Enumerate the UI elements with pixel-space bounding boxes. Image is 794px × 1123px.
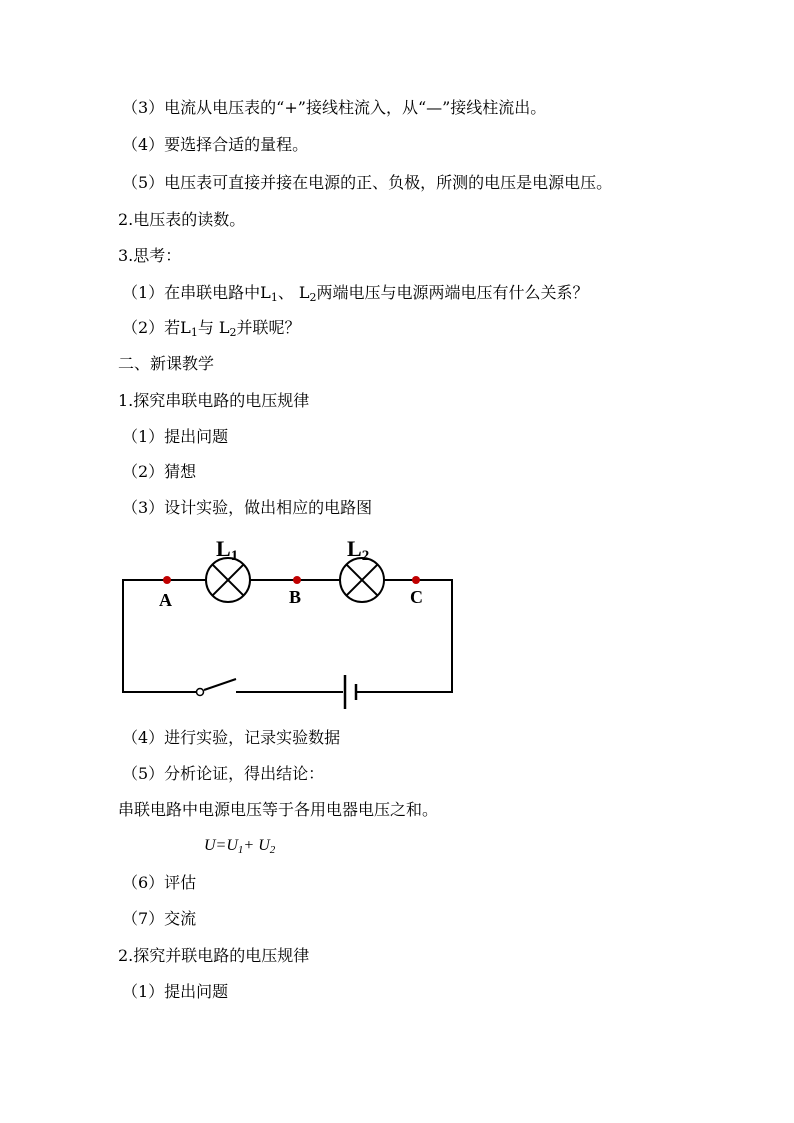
text-line: （3）电流从电压表的“+”接线柱流入，从“—”接线柱流出。 [122,98,547,117]
text-line: （1）提出问题 [122,982,229,1001]
subscript: 2 [229,326,237,339]
subscript: 1 [270,291,278,304]
switch-contact [197,689,204,696]
text-line: 2.探究并联电路的电压规律 [118,946,310,965]
text-fragment: 、 L [277,283,310,302]
formula-part: + U [243,837,270,854]
lamp-2 [340,558,384,602]
point-c-label: C [410,587,423,607]
lamp-1 [206,558,250,602]
text-line: （4）要选择合适的量程。 [122,135,309,154]
text-fragment: 两端电压与电源两端电压有什么关系？ [316,283,589,302]
text-fragment: 与 L [197,318,230,337]
text-line: （6）评估 [122,873,197,892]
text-line: 1.探究串联电路的电压规律 [118,391,310,410]
section-heading: 二、新课教学 [118,354,215,373]
text-line: （7）交流 [122,909,197,928]
text-line: （4）进行实验，记录实验数据 [122,728,341,747]
point-a-label: A [159,590,172,610]
point-a-dot [163,576,171,584]
subscript: 2 [309,291,317,304]
conclusion-text: 串联电路中电源电压等于各用电器电压之和。 [118,800,439,819]
text-fragment: （1）在串联电路中L [122,283,271,302]
formula-part: U=U [204,837,238,854]
text-line: （3）设计实验，做出相应的电路图 [122,498,373,517]
text-line: （5）电压表可直接并接在电源的正、负极，所测的电压是电源电压。 [122,173,613,192]
text-fragment: （2）若L [122,318,191,337]
point-c-dot [412,576,420,584]
text-line: （2）猜想 [122,462,197,481]
point-b-label: B [289,587,302,607]
text-line: 3.思考： [118,246,182,265]
text-line: （1）提出问题 [122,427,229,446]
switch-lever [204,679,236,690]
formula [204,836,275,856]
lamp-1-label: L1 [216,536,239,564]
subscript: 1 [190,326,198,339]
subscript: 1 [237,844,244,856]
lamp-2-label: L2 [347,536,370,564]
text-line: 2.电压表的读数。 [118,210,246,229]
text-line: （5）分析论证，得出结论： [122,764,325,783]
text-fragment: 并联呢？ [236,318,301,337]
point-b-dot [293,576,301,584]
subscript: 2 [269,844,276,856]
